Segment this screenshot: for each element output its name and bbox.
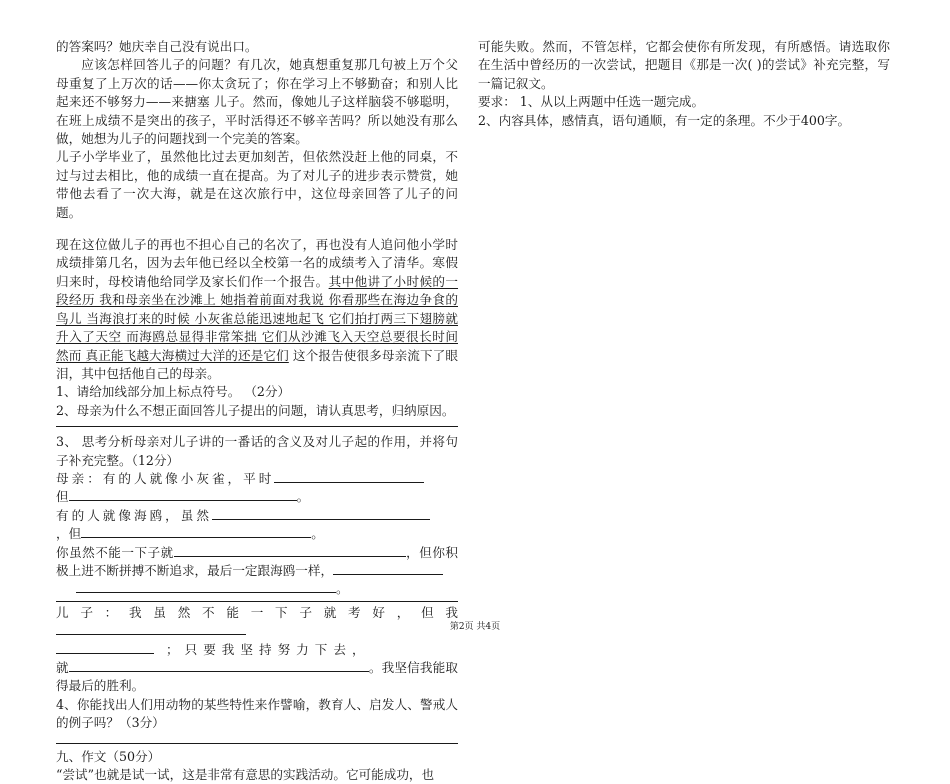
mother-sentence-a — [56, 470, 458, 488]
page-footer: 第2页 共4页 — [449, 622, 501, 632]
answer-blank[interactable] — [81, 525, 311, 538]
essay-intro: “尝试”也就是试一试，这是非常有意思的实践活动。它可能成功，也 — [56, 767, 435, 783]
answer-blank[interactable] — [274, 470, 424, 483]
answer-blank[interactable] — [69, 488, 297, 501]
blank-prompt: 母亲：有的人就像小灰雀，平时 — [56, 470, 275, 486]
divider-line — [56, 599, 458, 602]
son-sentence-cont — [56, 659, 458, 696]
question-2: 2、母亲为什么不想正面回答儿子提出的问题，请认真思考，归纳原因。 — [56, 402, 455, 418]
essay-requirement-2: 2、内容具体，感情真，语句通顺，有一定的条理。不少于400字。 — [478, 112, 851, 128]
mother-sentence-c — [56, 544, 458, 581]
blank-prompt: ，但你积极上进不断拼搏不断追求，最后一定跟海鸥一样， — [56, 544, 459, 578]
right-column — [478, 38, 890, 130]
blank-prompt: 你虽然不能一下子就 — [56, 544, 174, 560]
passage-paragraph: 的答案吗？她庆幸自己没有说出口。 — [56, 39, 258, 54]
paragraph-gap — [56, 222, 458, 236]
passage-paragraph — [56, 236, 458, 383]
blank-prompt: 儿子：我虽然不能一下子就考好，但我 — [56, 604, 458, 620]
question-4: 4、你能找出人们用动物的某些特性来作譬喻，教育人、启发人、警戒人的例子吗？（3分） — [56, 696, 458, 731]
mother-sentence-b-cont: ，但 。 — [56, 526, 324, 542]
passage-paragraph: 儿子小学毕业了，虽然他比过去更加刻苦，但依然没赶上他的同桌，不过与过去相比，他的成绩一直在提高。为了对儿子的进步表示赞赏，她带他去看了一次大海，就是在这次旅行中，这位母亲回答了儿子的问题。 — [56, 149, 458, 220]
passage-text: 这个报告使很多母亲流下了眼泪，其中包括他自己的母亲。 — [56, 347, 458, 381]
left-column — [56, 38, 458, 784]
answer-blank[interactable] — [76, 580, 336, 593]
answer-blank[interactable] — [212, 507, 430, 520]
blank-prompt: 有的人就像海鸥，虽然 — [56, 507, 212, 523]
mother-sentence-a-cont: 但 。 — [56, 489, 310, 505]
blank-prompt: 就 — [56, 660, 69, 675]
answer-blank[interactable] — [333, 562, 443, 575]
answer-line[interactable] — [56, 733, 458, 744]
question-1: 1、请给加线部分加上标点符号。 （2分） — [56, 384, 291, 400]
blank-prompt: 但 — [56, 489, 69, 505]
underlined-punctuation-passage: 其中他讲了小时候的一段经历 我和母亲坐在沙滩上 她指着前面对我说 你看那些在海边争食的鸟儿 当海浪打来的时候 小灰雀总能迅速地起飞 它们拍打两三下翅膀就升入了天空 而海鸥总显得非常笨拙 它们从沙滩飞入天空总要很长时间 然而 真正能飞越大海横过大洋的还是它们 — [56, 273, 459, 363]
answer-blank[interactable] — [69, 659, 369, 672]
passage-paragraph: 应该怎样回答儿子的问题？有几次，她真想重复那几句被上万个父母重复了上万次的话——你太贪玩了；你在学习上不够勤奋；和别人比起来还不够努力——来搪塞 儿子。然而，像她儿子这样脑袋不够聪明，在班上成绩不是突出的孩子，平时活得还不够辛苦吗？所以她没有那么做，她想为儿子的问题找到一个完美的答案。 — [56, 57, 458, 147]
passage-text: 现在这位做儿子的再也不担心自己的名次了，再也没有人追问他小学时成绩排第几名，因为去年他已经以全校第一名的成绩考入了清华。寒假归来时，母校请他给同学及家长们作一个报告。 — [56, 237, 458, 289]
question-3: 3、 思考分析母亲对儿子讲的一番话的含义及对儿子起的作用，并将句子补充完整。（12分） — [56, 434, 458, 468]
answer-blank[interactable] — [174, 544, 406, 557]
answer-blank[interactable] — [56, 641, 154, 654]
mother-sentence-c-cont: 。 — [56, 580, 458, 598]
blank-prompt: 。我坚信我能取得最后的胜利。 — [56, 660, 458, 694]
essay-section-title: 九、作文（50分） — [56, 748, 161, 764]
answer-line[interactable] — [56, 420, 458, 427]
son-sentence-cont — [56, 641, 458, 659]
blank-prompt: ，但 — [56, 526, 82, 542]
essay-prompt: 可能失败。然而，不管怎样，它都会使你有所发现，有所感悟。请选取你在生活中曾经历的一次尝试，把题目《那是一次( )的尝试》补充完整，写一篇记叙文。 — [478, 39, 890, 91]
essay-requirement-1: 要求： 1、从以上两题中任选一题完成。 — [478, 94, 705, 110]
mother-sentence-b — [56, 507, 458, 525]
blank-prompt: ；只要我坚持努力下去， — [166, 641, 371, 657]
